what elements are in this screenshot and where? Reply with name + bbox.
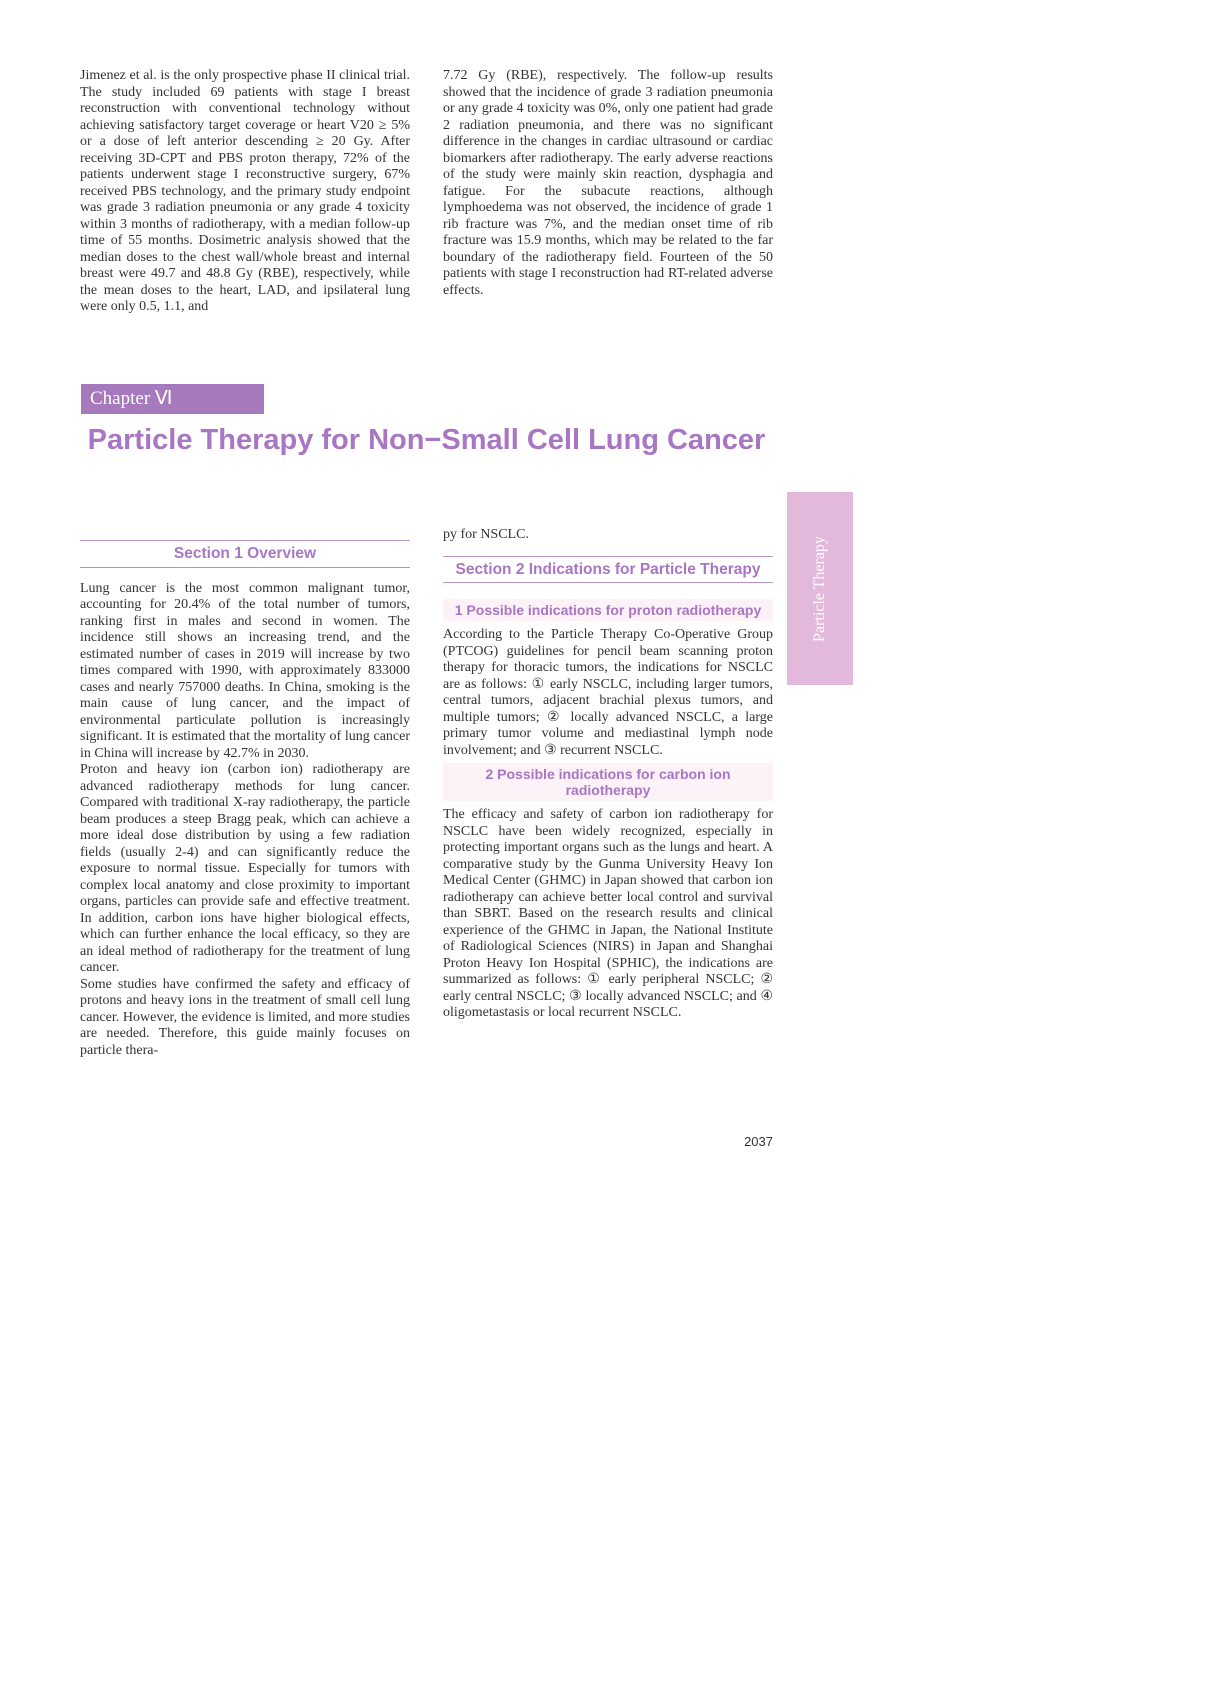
- section1-column: [80, 540, 410, 1059]
- section1-paragraph: Proton and heavy ion (carbon ion) radiotherapy are advanced radiotherapy methods for lung cancer. Compared with traditional X-ray radiotherapy, the particle beam produces a steep Bragg peak, which can achieve a more ideal dose distribution by using a few radiation fields (usually 2-4) and can significantly reduce the exposure to normal tissue. Especially for tumors with complex local anatomy and close proximity to important organs, particles can provide safe and effective treatment. In addition, carbon ions have higher biological effects, which can further enhance the local efficacy, so they are an ideal method of radiotherapy for the treatment of lung cancer.: [80, 762, 410, 975]
- top-left-column: [80, 68, 410, 316]
- section1-paragraph: Lung cancer is the most common malignant tumor, accounting for 20.4% of the total number of tumors, ranking first in males and second in women. The incidence still shows an increasing trend, and the estimated number of cases in 2019 will increase by two times compared with 1990, with approximately 833000 cases and nearly 757000 deaths. In China, smoking is the main cause of lung cancer, and the impact of environmental particulate pollution is increasingly significant. It is estimated that the mortality of lung cancer in China will increase by 42.7% in 2030.: [80, 580, 410, 761]
- page-number: 2037: [744, 1134, 773, 1149]
- subsection2-heading: 2 Possible indications for carbon ion radiotherapy: [443, 763, 773, 801]
- top-left-paragraph: Jimenez et al. is the only prospective phase II clinical trial. The study included 69 patients with stage I breast reconstruction with conventional technology without achieving satisfactory target coverage or heart V20 ≥ 5% or a dose of left anterior descending ≥ 20 Gy. After receiving 3D-CPT and PBS proton therapy, 72% of the patients underwent stage I reconstructive surgery, 67% received PBS technology, and the primary study endpoint was grade 3 radiation pneumonia or any grade 4 toxicity within 3 months of radiotherapy, with a median follow-up time of 55 months. Dosimetric analysis showed that the median doses to the chest wall/whole breast and internal breast were 49.7 and 48.8 Gy (RBE), respectively, while the mean doses to the heart, LAD, and ipsilateral lung were only 0.5, 1.1, and: [80, 68, 410, 314]
- continuation-text: py for NSCLC.: [443, 527, 529, 542]
- section1-paragraph: Some studies have confirmed the safety and efficacy of protons and heavy ions in the treatment of small cell lung cancer. However, the evidence is limited, and more studies are needed. Therefore, this guide mainly focuses on particle thera-: [80, 976, 410, 1058]
- top-right-paragraph: 7.72 Gy (RBE), respectively. The follow-up results showed that the incidence of grade 3 radiation pneumonia or any grade 4 toxicity was 0%, only one patient had grade 2 radiation pneumonia, and there was no significant difference in the changes in cardiac ultrasound or cardiac biomarkers after radiotherapy. The early adverse reactions of the study were mainly skin reaction, dysphagia and fatigue. For the subacute reactions, although lymphoedema was not observed, the incidence of grade 1 rib fracture was 7%, and the median onset time of rib fracture was 15.9 months, which may be related to the far boundary of the radiotherapy field. Fourteen of the 50 patients with stage I reconstruction had RT-related adverse effects.: [443, 68, 773, 298]
- section2-column: [443, 527, 773, 1022]
- subsection2-paragraph: The efficacy and safety of carbon ion radiotherapy for NSCLC have been widely recognized, especially in protecting important organs such as the lungs and heart. A comparative study by the Gunma University Heavy Ion Medical Center (GHMC) in Japan showed that carbon ion radiotherapy can achieve better local control and survival than SBRT. Based on the research results and clinical experience of the GHMC in Japan, the National Institute of Radiological Sciences (NIRS) in Japan and Shanghai Proton Heavy Ion Hospital (SPHIC), the indications are summarized as follows: ① early peripheral NSCLC; ② early central NSCLC; ③ locally advanced NSCLC; and ④ oligometastasis or local recurrent NSCLC.: [443, 807, 773, 1020]
- top-right-column: [443, 68, 773, 299]
- section2-heading: Section 2 Indications for Particle Therapy: [443, 556, 773, 584]
- section1-heading: Section 1 Overview: [80, 540, 410, 568]
- subsection1-paragraph: According to the Particle Therapy Co-Operative Group (PTCOG) guidelines for pencil beam scanning proton therapy for thoracic tumors, the indications for NSCLC are as follows: ① early NSCLC, including larger tumors, central tumors, adjacent brachial plexus tumors, and multiple tumors; ② locally advanced NSCLC, a large primary tumor volume and mediastinal lymph node involvement; and ③ recurrent NSCLC.: [443, 627, 773, 758]
- chapter-badge: Chapter Ⅵ: [81, 384, 264, 414]
- side-tab: [787, 492, 853, 685]
- chapter-title: Particle Therapy for Non−Small Cell Lung Cancer: [87, 424, 766, 456]
- subsection1-heading: 1 Possible indications for proton radiotherapy: [443, 599, 773, 621]
- side-tab-label: Particle Therapy: [811, 535, 828, 642]
